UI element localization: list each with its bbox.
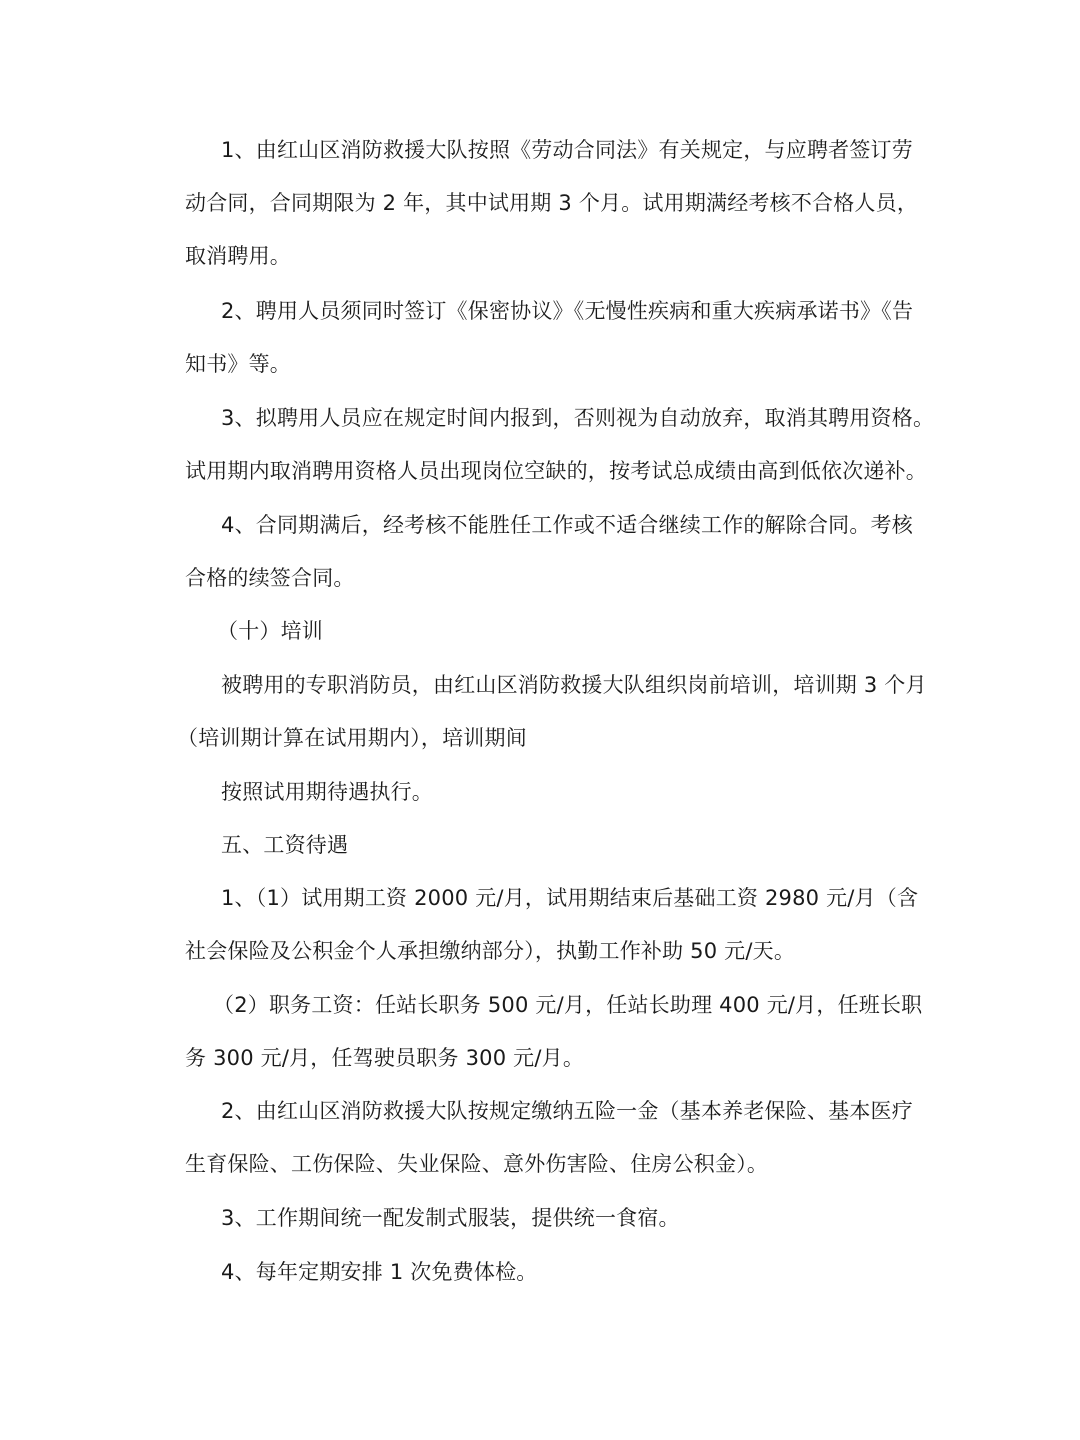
section-heading-salary bbox=[185, 819, 897, 872]
text-line: （培训期计算在试用期内），培训期间 bbox=[177, 726, 527, 750]
heading-text: 五、工资待遇 bbox=[221, 833, 349, 857]
text-line: （2）职务工资：任站长职务 500 元/月，任站长助理 400 元/月，任班长职 bbox=[213, 993, 923, 1017]
paragraph-insurance bbox=[185, 1085, 913, 1191]
paragraph-contract bbox=[185, 124, 919, 283]
text-line: 被聘用的专职消防员，由红山区消防救援大队组织岗前培训，培训期 3 个月 bbox=[221, 673, 927, 697]
paragraph-training-pay bbox=[185, 766, 897, 819]
text-line: 按照试用期待遇执行。 bbox=[221, 780, 433, 804]
paragraph-base-salary bbox=[185, 872, 919, 978]
paragraph-training bbox=[177, 659, 927, 765]
text-line: 3、工作期间统一配发制式服装，提供统一食宿。 bbox=[221, 1206, 680, 1230]
text-line: 取消聘用。 bbox=[185, 244, 291, 268]
paragraph-position-salary bbox=[185, 979, 923, 1085]
paragraph-uniform bbox=[185, 1192, 897, 1245]
text-line: 1、（1）试用期工资 2000 元/月，试用期结束后基础工资 2980 元/月（含 bbox=[221, 886, 919, 910]
text-line: 1、由红山区消防救援大队按照《劳动合同法》有关规定，与应聘者签订劳 bbox=[221, 138, 913, 162]
text-line: 2、由红山区消防救援大队按规定缴纳五险一金（基本养老保险、基本医疗 bbox=[221, 1099, 913, 1123]
text-line: 4、每年定期安排 1 次免费体检。 bbox=[221, 1260, 538, 1284]
text-line: 知书》等。 bbox=[185, 352, 291, 376]
heading-text: （十）培训 bbox=[217, 619, 323, 643]
section-heading-training bbox=[185, 605, 897, 658]
text-line: 4、合同期满后，经考核不能胜任工作或不适合继续工作的解除合同。考核 bbox=[221, 513, 913, 537]
text-line: 务 300 元/月，任驾驶员职务 300 元/月。 bbox=[185, 1046, 585, 1070]
text-line: 3、拟聘用人员应在规定时间内报到，否则视为自动放弃，取消其聘用资格。 bbox=[221, 406, 935, 430]
paragraph-renewal bbox=[185, 499, 913, 605]
text-line: 试用期内取消聘用资格人员出现岗位空缺的，按考试总成绩由高到低依次递补。 bbox=[185, 459, 927, 483]
text-line: 动合同，合同期限为 2 年，其中试用期 3 个月。试用期满经考核不合格人员， bbox=[185, 191, 919, 215]
text-line: 社会保险及公积金个人承担缴纳部分），执勤工作补助 50 元/天。 bbox=[185, 939, 796, 963]
paragraph-checkup bbox=[185, 1246, 897, 1299]
text-line: 2、聘用人员须同时签订《保密协议》《无慢性疾病和重大疾病承诺书》《告 bbox=[221, 299, 914, 323]
text-line: 生育保险、工伤保险、失业保险、意外伤害险、住房公积金）。 bbox=[185, 1152, 769, 1176]
paragraph-report bbox=[185, 392, 935, 498]
paragraph-agreements bbox=[185, 285, 914, 391]
text-line: 合格的续签合同。 bbox=[185, 566, 355, 590]
